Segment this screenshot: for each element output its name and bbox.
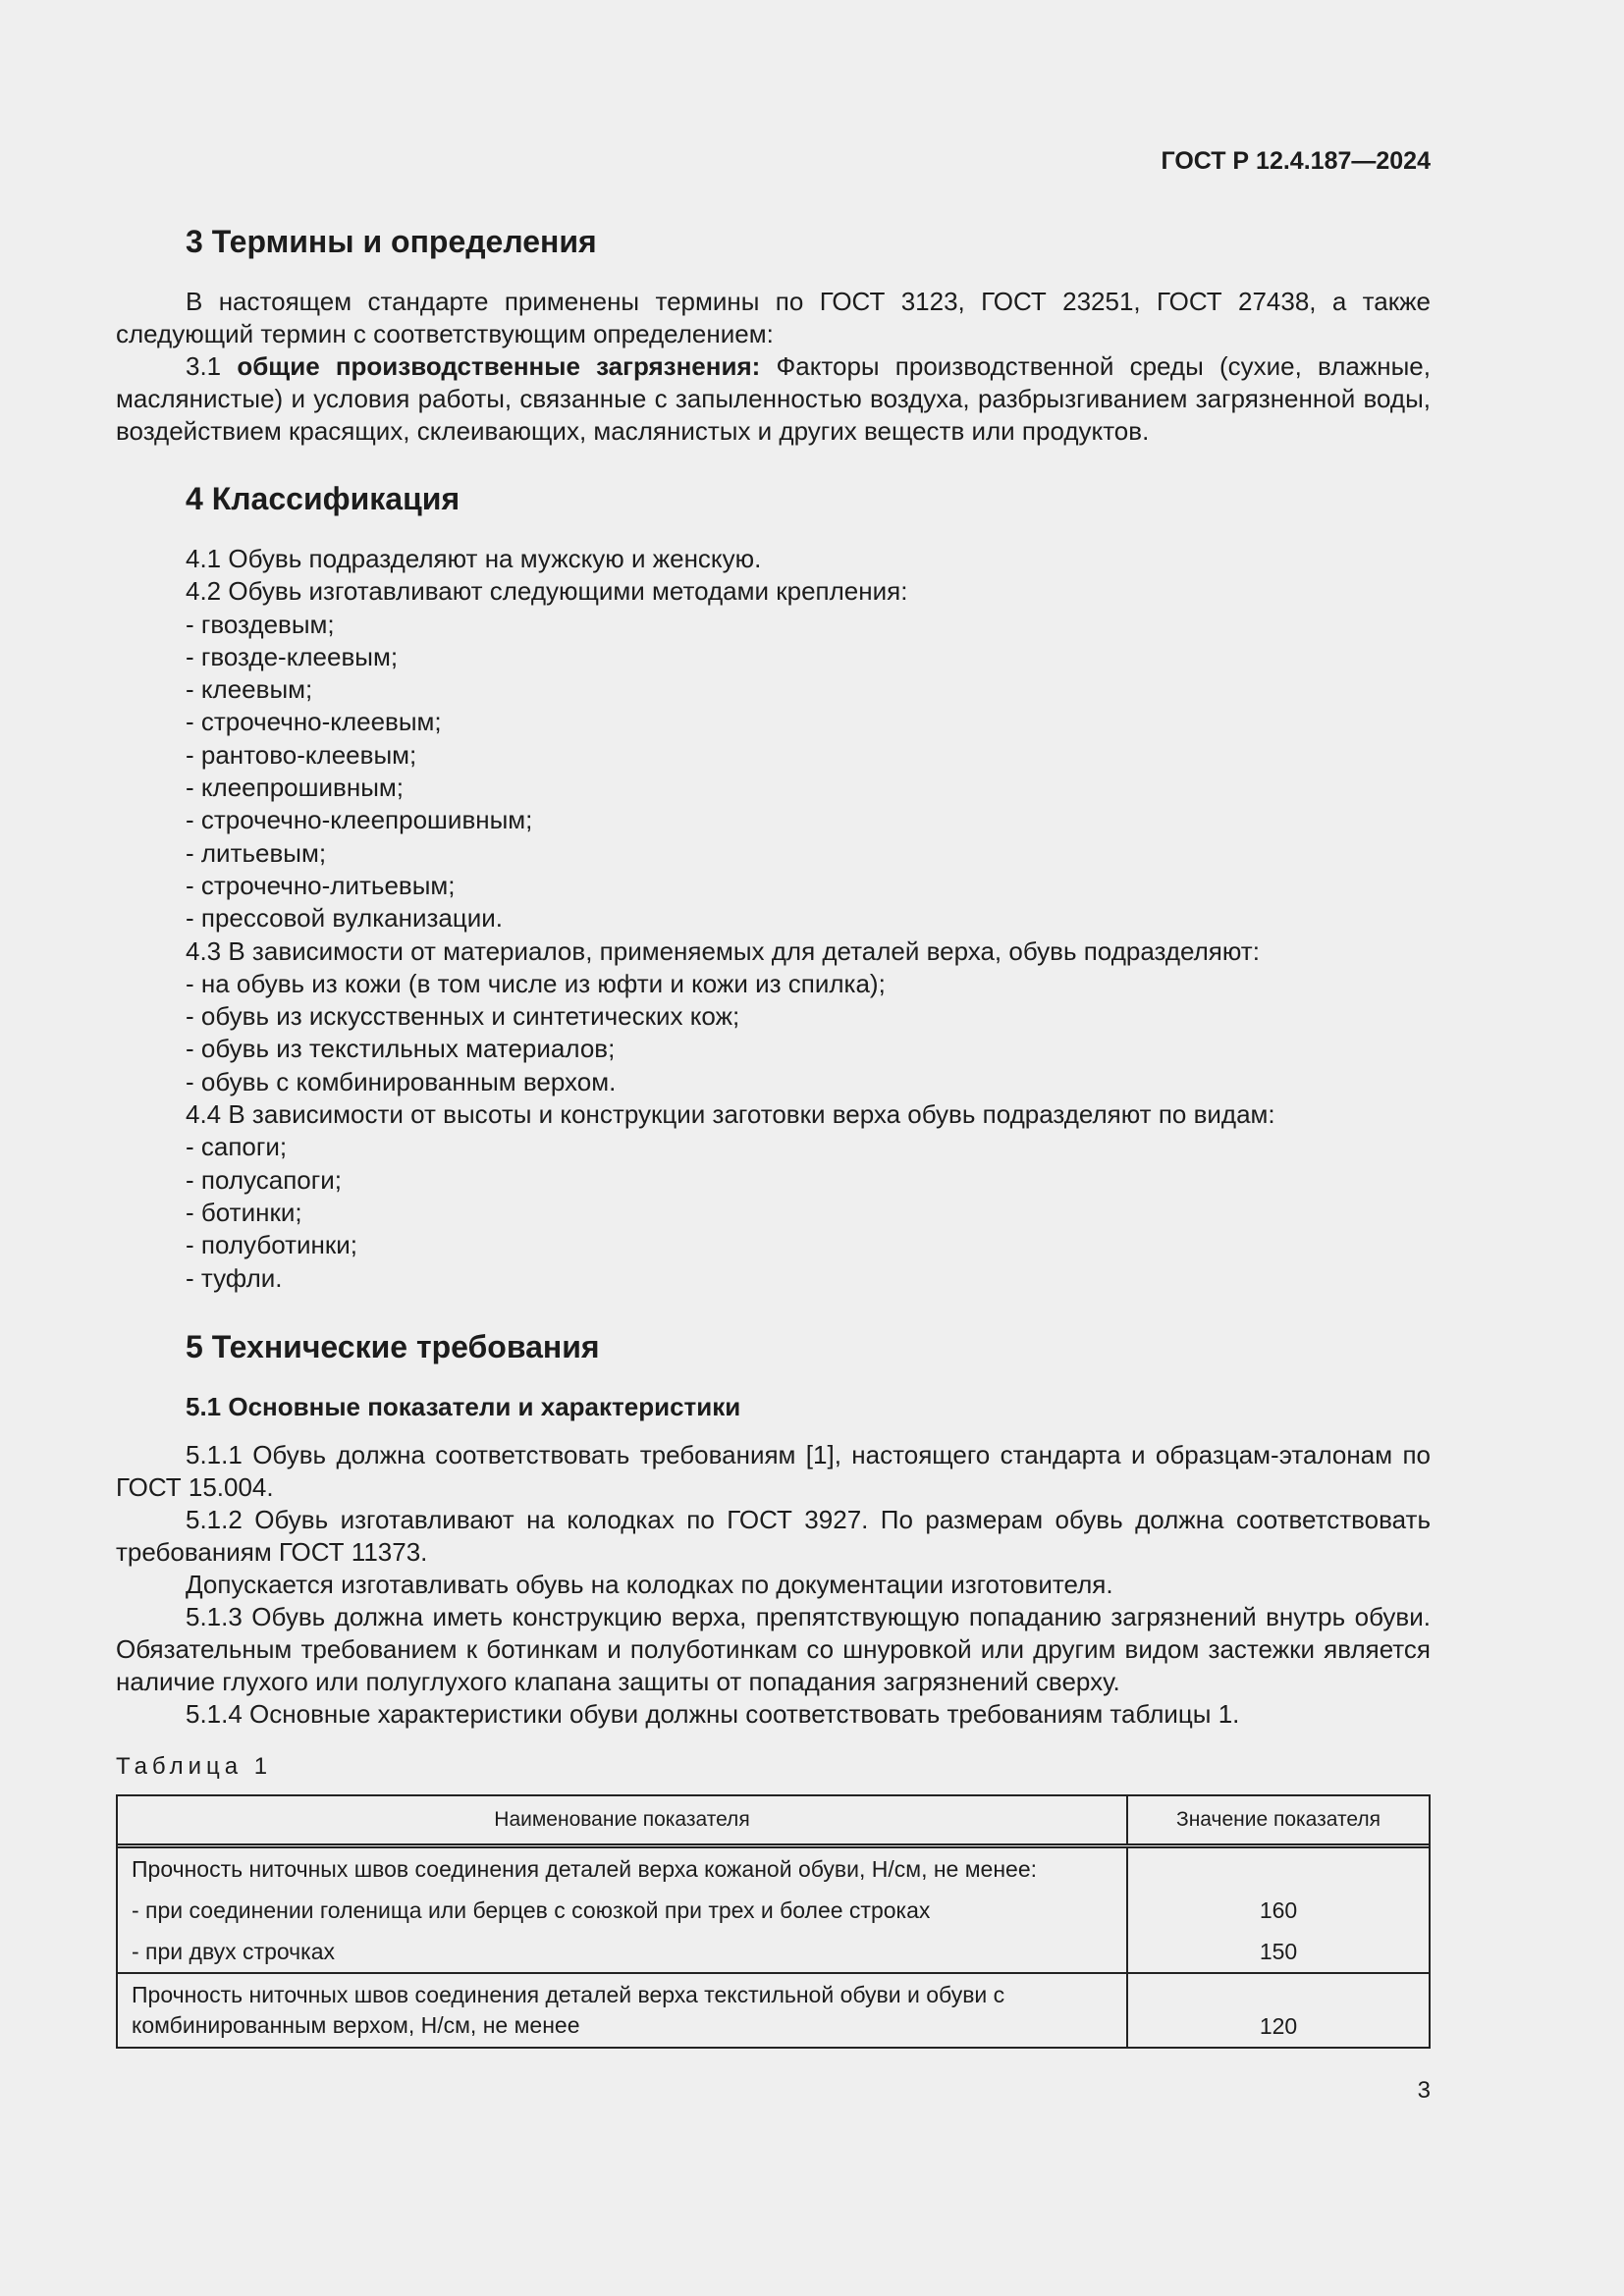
subsection-5-1-title: 5.1 Основные показатели и характеристики xyxy=(186,1392,741,1421)
table-value: 160 xyxy=(1259,1896,1298,1923)
list-item: - строчечно-клеевым; xyxy=(186,707,442,737)
list-item: 4.1 Обувь подразделяют на мужскую и женскую. xyxy=(186,544,762,573)
list-item: - гвозде-клеевым; xyxy=(186,641,399,671)
table-cell: - при двух строчках xyxy=(132,1938,336,1964)
list-item: - полуботинки; xyxy=(186,1230,358,1260)
list-item: - строчечно-литьевым; xyxy=(186,870,456,900)
list-item: - обувь с комбинированным верхом. xyxy=(186,1066,617,1096)
table-value: 150 xyxy=(1259,1938,1298,1964)
paragraph-5-1-3: 5.1.3 Обувь должна иметь конструкцию верха, препятствующую попаданию загрязнений внутрь обуви. Обязательным требованием к ботинкам и полуботинкам со шнуровкой или другим видом застежки является наличие глухого или полуглухого клапана защиты от попадания загрязнений сверху. xyxy=(116,1602,1431,1696)
table-1 xyxy=(116,1794,1431,2049)
table-row-group xyxy=(118,1972,1429,2047)
list-item: - полусапоги; xyxy=(186,1164,342,1195)
list-item: - клеевым; xyxy=(186,674,313,705)
list-item: - гвоздевым; xyxy=(186,609,335,639)
list-item: 4.2 Обувь изготавливают следующими методами крепления: xyxy=(186,576,908,607)
section-4-list xyxy=(186,543,1431,1295)
table-cell: - при соединении голенища или берцев с союзкой при трех и более строках xyxy=(132,1896,931,1923)
paragraph-5-1-4: 5.1.4 Основные характеристики обуви должны соответствовать требованиям таблицы 1. xyxy=(186,1699,1240,1729)
table-value: 120 xyxy=(1259,2012,1298,2039)
list-item: - ботинки; xyxy=(186,1197,302,1227)
table-header-name: Наименование показателя xyxy=(118,1796,1128,1843)
paragraph-5-1-1: 5.1.1 Обувь должна соответствовать требованиям [1], настоящего стандарта и образцам-эталонам по ГОСТ 15.004. xyxy=(116,1440,1431,1502)
term-3-1 xyxy=(116,350,1431,448)
term-definition: Факторы производственной среды (сухие, влажные, маслянистые) и условия работы, связанные с запыленностью воздуха, разбрызгиванием загрязненной воды, воздействием красящих, склеивающих, маслянистых и других веществ или продуктов. xyxy=(116,351,1431,446)
list-item: - клеепрошивным; xyxy=(186,773,404,803)
section-3-title: 3 Термины и определения xyxy=(186,224,597,259)
list-item: - литьевым; xyxy=(186,837,327,868)
table-cell: Прочность ниточных швов соединения деталей верха кожаной обуви, Н/см, не менее: xyxy=(132,1855,1038,1882)
list-item: - рантово-клеевым; xyxy=(186,739,417,770)
table-cell: Прочность ниточных швов соединения деталей верха текстильной обуви и обуви с комбинированным верхом, Н/см, не менее xyxy=(132,1982,1005,2038)
list-item: - обувь из текстильных материалов; xyxy=(186,1034,616,1064)
list-item: - строчечно-клеепрошивным; xyxy=(186,805,533,835)
table-row-group xyxy=(118,1848,1429,1972)
list-item: - туфли. xyxy=(186,1262,283,1293)
section-5-body xyxy=(116,1439,1431,1731)
list-item: - сапоги; xyxy=(186,1132,288,1162)
list-item: 4.3 В зависимости от материалов, применяемых для деталей верха, обувь подразделяют: xyxy=(186,935,1260,966)
list-item: 4.4 В зависимости от высоты и конструкции заготовки верха обувь подразделяют по видам: xyxy=(186,1099,1275,1130)
table-caption: Таблица 1 xyxy=(116,1753,273,1780)
section-3-body xyxy=(116,286,1431,448)
list-item: - на обувь из кожи (в том числе из юфти и кожи из спилка); xyxy=(186,968,886,998)
list-item: - обувь из искусственных и синтетических кож; xyxy=(186,1001,740,1032)
term-number: 3.1 xyxy=(186,351,238,381)
section-3-intro: В настоящем стандарте применены термины по ГОСТ 3123, ГОСТ 23251, ГОСТ 27438, а также следующий термин с соответствующим определением: xyxy=(116,287,1431,348)
page-number: 3 xyxy=(1417,2077,1431,2104)
section-5-title: 5 Технические требования xyxy=(186,1329,600,1364)
list-item: - прессовой вулканизации. xyxy=(186,903,504,934)
paragraph-5-1-2-note: Допускается изготавливать обувь на колодках по документации изготовителя. xyxy=(186,1570,1113,1599)
term-name: общие производственные загрязнения: xyxy=(237,351,761,381)
section-4-title: 4 Классификация xyxy=(186,481,460,516)
paragraph-5-1-2: 5.1.2 Обувь изготавливают на колодках по ГОСТ 3927. По размерам обувь должна соответствовать требованиям ГОСТ 11373. xyxy=(116,1505,1431,1567)
standard-code: ГОСТ Р 12.4.187—2024 xyxy=(1161,147,1431,175)
table-header-value: Значение показателя xyxy=(1176,1808,1380,1831)
table-header-row xyxy=(118,1796,1429,1848)
